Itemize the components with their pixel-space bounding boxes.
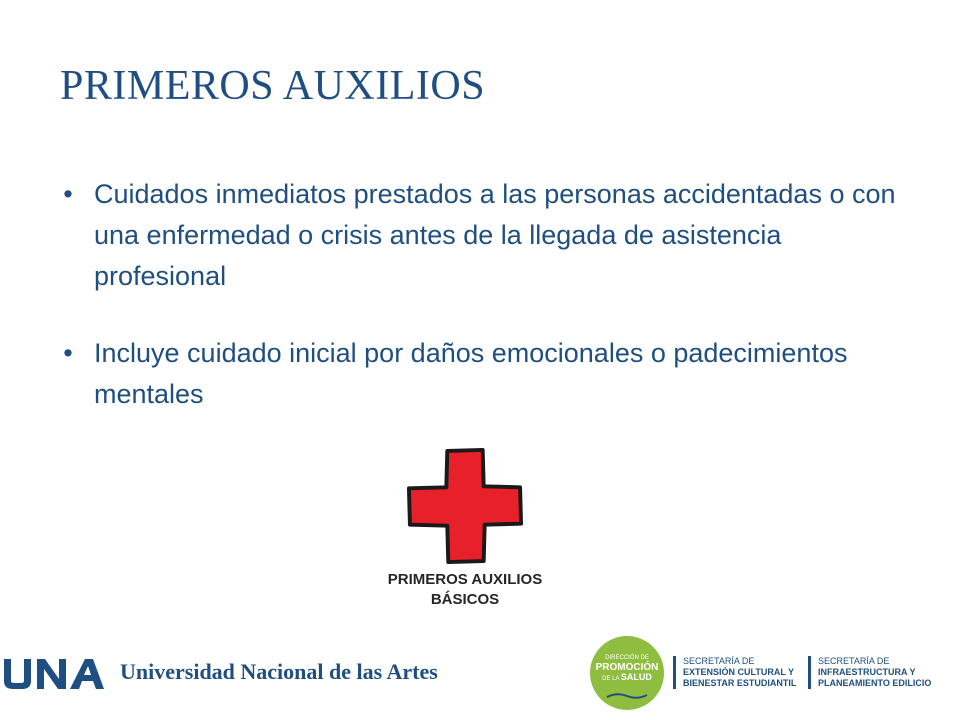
bullet-marker: •: [63, 338, 73, 368]
bullet-item: [58, 174, 918, 297]
una-logo-text: UNA: [52, 677, 55, 678]
wave-icon: [606, 692, 648, 700]
bullet-marker: •: [63, 179, 73, 209]
secretariat-line2: EXTENSIÓN CULTURAL Y: [683, 667, 795, 677]
badge-line2: PROMOCIÓN: [595, 662, 659, 673]
bullet-list: [58, 174, 918, 451]
bullet-text: Incluye cuidado inicial por daños emocionales o padecimientos mentales: [94, 338, 848, 409]
secretariat-line1: SECRETARÍA DE: [683, 656, 755, 666]
badge-line3-small: DE LA: [602, 676, 620, 682]
secretariat-line3: BIENESTAR ESTUDIANTIL: [683, 678, 797, 688]
badge-line1: DIRECCIÓN DE: [605, 655, 649, 661]
red-cross-icon: [406, 447, 524, 565]
first-aid-caption: [370, 570, 560, 610]
first-aid-caption-line2: BÁSICOS: [430, 591, 500, 608]
secretariat-infraestructura: [808, 656, 931, 689]
badge-text: [590, 654, 664, 683]
secretariat-extension-cultural: [673, 656, 796, 689]
first-aid-caption-line1: PRIMEROS AUXILIOS: [387, 571, 543, 588]
secretariat-line2: INFRAESTRUCTURA Y: [818, 667, 916, 677]
badge-line3-bold: SALUD: [620, 672, 652, 682]
slide-title: PRIMEROS AUXILIOS: [60, 63, 486, 109]
promocion-salud-badge: [590, 636, 664, 710]
university-name: Universidad Nacional de las Artes: [120, 659, 438, 684]
first-aid-logo: [370, 447, 560, 617]
bullet-item: [58, 333, 918, 415]
secretariat-line3: PLANEAMIENTO EDILICIO: [818, 678, 932, 688]
una-logo: [0, 657, 104, 691]
badge-line3: [590, 673, 664, 683]
bullet-text: Cuidados inmediatos prestados a las personas accidentadas o con una enfermedad o crisis antes de la llegada de asistencia profesional: [94, 179, 896, 291]
secretariat-line1: SECRETARÍA DE: [818, 656, 890, 666]
